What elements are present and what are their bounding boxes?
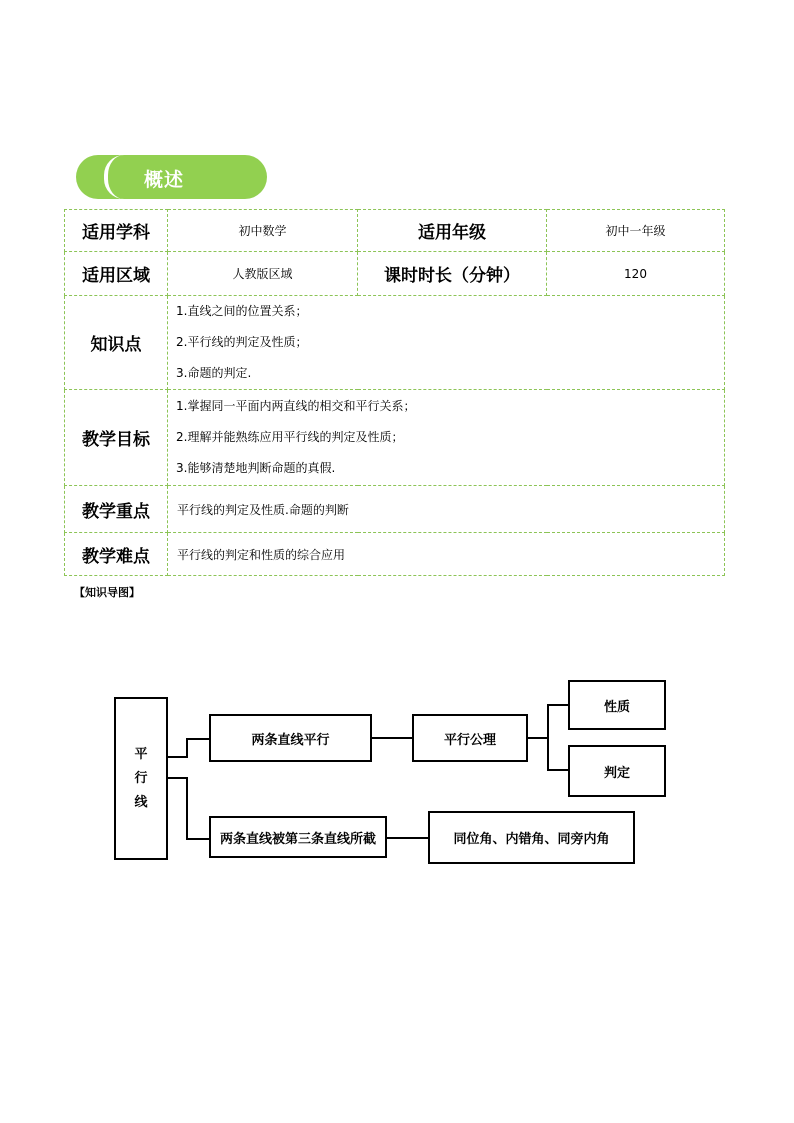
table-row [65,296,725,390]
connector [547,704,549,771]
root-node [114,697,168,860]
connector [186,738,188,758]
connector [168,756,187,758]
objectives-label: 教学目标 [65,390,168,486]
leaf-property: 性质 [568,680,666,730]
list-item: 1.直线之间的位置关系； [176,304,308,318]
section-title: 概述 [144,169,185,191]
leaf-determination: 判定 [568,745,666,797]
knowledge-label: 知识点 [65,296,168,390]
duration-label: 课时时长（分钟） [358,252,547,296]
duration-value: 120 [547,252,725,296]
connector [186,777,188,840]
table-row [65,486,725,533]
subject-value: 初中数学 [168,210,358,252]
connector [387,837,429,839]
grade-value: 初中一年级 [547,210,725,252]
list-item: 1.掌握同一平面内两直线的相交和平行关系； [176,399,416,413]
connector [168,777,187,779]
grade-label: 适用年级 [358,210,547,252]
difficulty-label: 教学难点 [65,533,168,576]
subject-label: 适用学科 [65,210,168,252]
connector [547,704,569,706]
table-row [65,252,725,296]
branch-parallel-axiom: 平行公理 [412,714,528,762]
difficulty-value: 平行线的判定和性质的综合应用 [168,533,725,576]
root-char: 行 [134,770,148,786]
branch-transversal: 两条直线被第三条直线所截 [209,816,387,858]
table-row [65,210,725,252]
root-char: 线 [134,794,148,810]
connector [528,737,548,739]
connector [547,769,569,771]
list-item: 2.理解并能熟练应用平行线的判定及性质； [176,430,404,444]
region-value: 人教版区域 [168,252,358,296]
region-label: 适用区域 [65,252,168,296]
connector [186,838,210,840]
table-row [65,533,725,576]
connector [372,737,413,739]
branch-parallel-lines: 两条直线平行 [209,714,372,762]
key-points-value: 平行线的判定及性质.命题的判断 [168,486,725,533]
course-info-table [64,209,725,576]
key-points-label: 教学重点 [65,486,168,533]
connector [186,738,210,740]
list-item: 3.命题的判定. [176,366,252,380]
knowledge-list [168,296,725,390]
table-row [65,390,725,486]
branch-angle-types: 同位角、内错角、同旁内角 [428,811,635,864]
list-item: 3.能够清楚地判断命题的真假. [176,461,336,475]
objectives-list [168,390,725,486]
root-char: 平 [134,746,148,762]
knowledge-map-title: 【知识导图】 [74,586,140,599]
list-item: 2.平行线的判定及性质； [176,335,308,349]
